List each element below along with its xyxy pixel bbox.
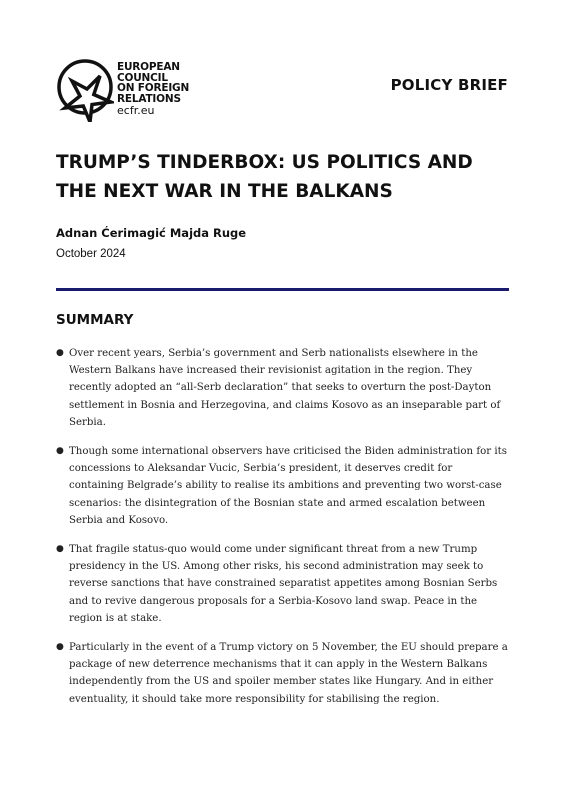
summary-list — [56, 345, 510, 720]
authors: Adnan Ćerimagić Majda Ruge — [56, 226, 247, 240]
logo-line: RELATIONS — [117, 92, 181, 105]
document-title: TRUMP’S TINDERBOX: US POLITICS AND THE NEXT WAR IN THE BALKANS — [56, 152, 473, 202]
summary-bullet-text: Though some international observers have criticised the Biden administration for its concessions to Aleksandar Vucic, Serbia’s president, it deserves credit for containing Belgrade’s ability to realise its ambitions and preventing two worst-case scenarios: the disintegration of the Bosnian state and armed escalation between Serbia and Kosovo. — [69, 446, 507, 526]
logo-line: ON FOREIGN — [117, 82, 190, 94]
bullet-icon: ● — [56, 642, 64, 653]
logo-wordmark — [117, 62, 189, 104]
logo-line: COUNCIL — [117, 71, 168, 84]
circle-star-logo-icon — [56, 56, 114, 122]
summary-heading: SUMMARY — [56, 312, 134, 328]
logo-line: EUROPEAN — [117, 61, 180, 73]
publication-date: October 2024 — [56, 248, 126, 260]
logo-url[interactable]: ecfr.eu — [117, 104, 155, 117]
divider-rule — [56, 288, 509, 291]
summary-bullet — [56, 541, 510, 627]
document-type-label: POLICY BRIEF — [390, 76, 508, 94]
summary-bullet-text: That fragile status-quo would come under significant threat from a new Trump presidency in the US. Among other risks, his second administration may seek to reverse sanctions that have constrained separatist appetites among Bosnian Serbs and to revive dangerous proposals for a Serbia-Kosovo land swap. Peace in the region is at stake. — [69, 544, 498, 624]
ecfr-logo[interactable] — [56, 56, 190, 122]
summary-bullet-text: Particularly in the event of a Trump victory on 5 November, the EU should prepare a package of new deterrence mechanisms that it can apply in the Western Balkans independently from the US and spoiler member states like Hungary. And in either eventuality, it should take more responsibility for stabilising the region. — [69, 642, 508, 705]
summary-bullet — [56, 639, 510, 708]
summary-bullet — [56, 443, 510, 529]
summary-bullet — [56, 345, 510, 431]
bullet-icon: ● — [56, 446, 64, 457]
summary-bullet-text: Over recent years, Serbia’s government and Serb nationalists elsewhere in the Western Balkans have increased their revisionist agitation in the region. They recently adopted an “all-Serb declaration” that seeks to overturn the post-Dayton settlement in Bosnia and Herzegovina, and claims Kosovo as an inseparable part of Serbia. — [69, 348, 501, 428]
bullet-icon: ● — [56, 544, 64, 555]
bullet-icon: ● — [56, 348, 64, 358]
